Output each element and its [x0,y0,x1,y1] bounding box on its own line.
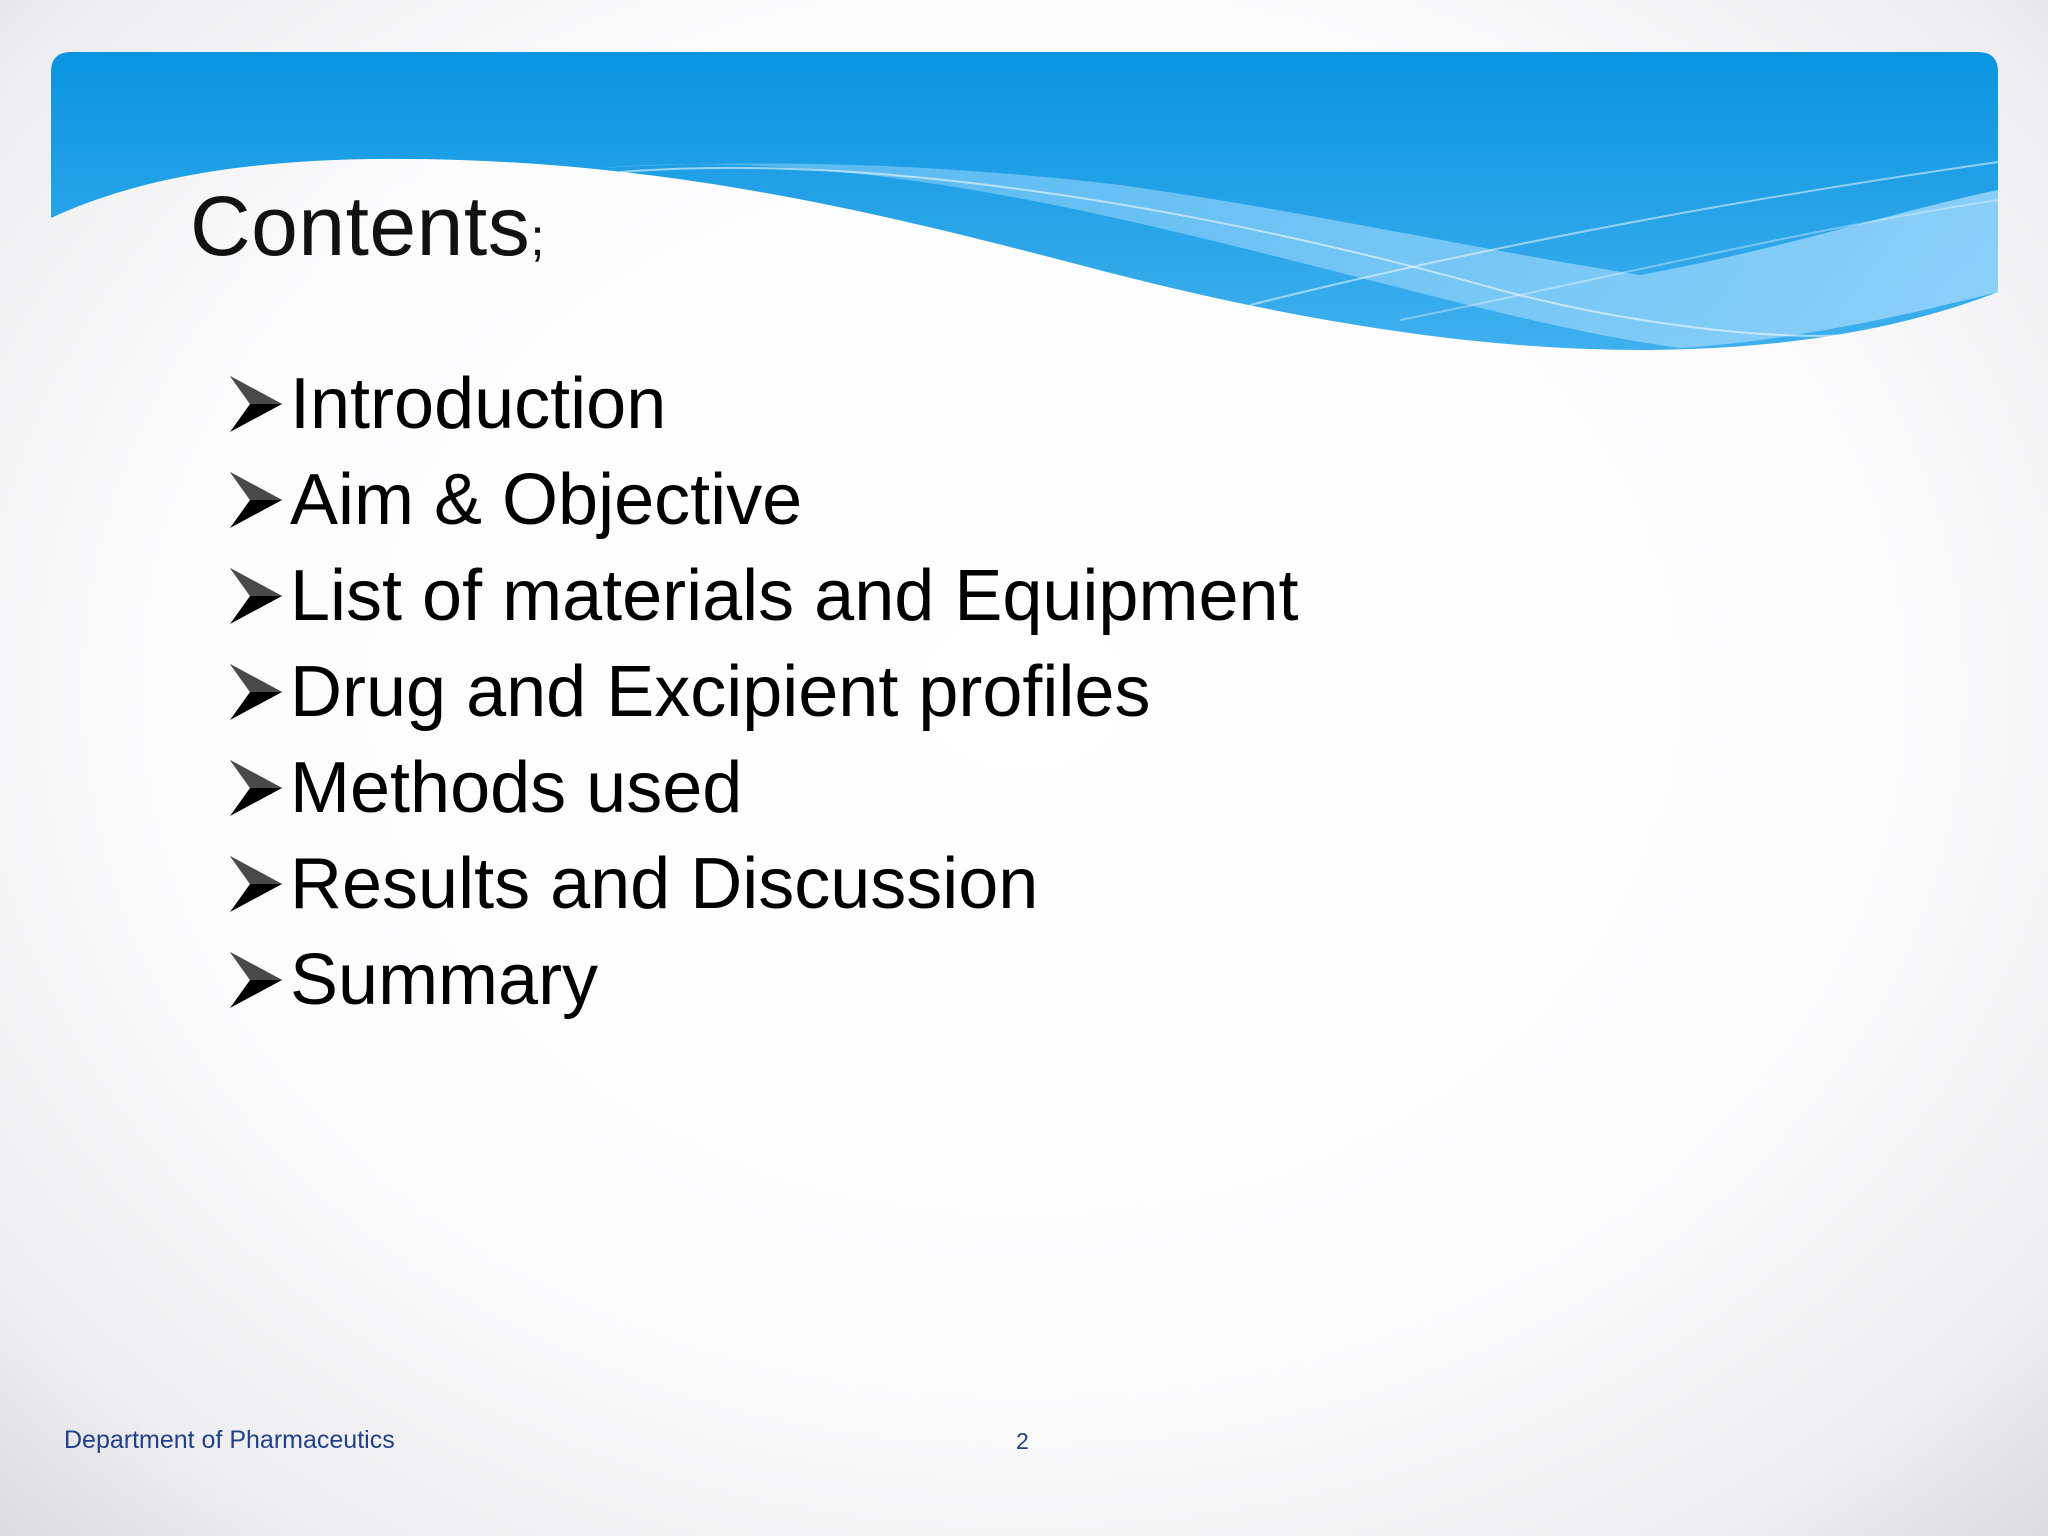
list-item-label: Summary [290,940,599,1020]
list-item-label: Results and Discussion [290,844,1039,924]
slide-title-suffix: ; [530,209,546,267]
list-item-label: Aim & Objective [290,460,803,540]
arrow-bullet-icon [228,948,284,1012]
list-item-label: Drug and Excipient profiles [290,652,1151,732]
arrow-bullet-icon [228,660,284,724]
list-item-label: List of materials and Equipment [290,556,1299,636]
list-item-label: Introduction [290,364,667,444]
list-item [228,452,1299,548]
footer-page-number: 2 [1016,1428,1029,1454]
arrow-bullet-icon [228,372,284,436]
slide-title [190,178,545,275]
list-item [228,548,1299,644]
list-item [228,356,1299,452]
arrow-bullet-icon [228,564,284,628]
footer-department: Department of Pharmaceutics [64,1426,395,1454]
arrow-bullet-icon [228,756,284,820]
list-item [228,932,1299,1028]
slide-title-text: Contents [190,179,531,273]
list-item-label: Methods used [290,748,743,828]
list-item [228,836,1299,932]
contents-list [228,356,1299,1028]
list-item [228,644,1299,740]
arrow-bullet-icon [228,852,284,916]
arrow-bullet-icon [228,468,284,532]
list-item [228,740,1299,836]
